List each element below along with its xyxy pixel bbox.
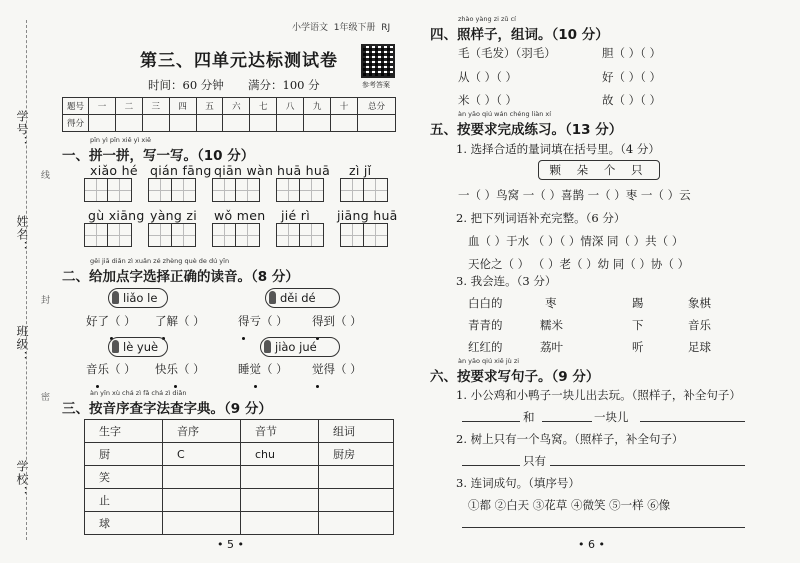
q2-item: 觉得（ ）: [312, 362, 362, 376]
answer-line[interactable]: [550, 465, 745, 466]
answer-cell[interactable]: [319, 489, 394, 512]
emphasis-dot: [242, 337, 245, 340]
match-verb[interactable]: 踢: [632, 296, 644, 310]
q5-line2b: 天伦之（ ） （ ）老（ ）幼 同（ ）协（ ）: [468, 257, 690, 271]
write-grid[interactable]: [212, 223, 260, 247]
q4-item: 故（ ）（ ）: [602, 93, 662, 107]
table-cell: 笑: [85, 466, 163, 489]
q1-py-9: jié rì: [281, 208, 311, 223]
table-cell: 总分: [358, 98, 396, 115]
q6-sub1: 1. 小公鸡和小鸭子一块儿出去玩。（照样子，补全句子）: [456, 388, 741, 402]
bell-icon: [112, 291, 119, 304]
q1-heading: 一、拼一拼，写一写。（10 分）: [62, 148, 255, 164]
match-mid[interactable]: 荔叶: [540, 340, 563, 354]
table-header: 音序: [163, 420, 241, 443]
score-input-cell[interactable]: [196, 115, 223, 132]
page-title: 第三、四单元达标测试卷: [140, 51, 338, 71]
emphasis-dot: [316, 385, 319, 388]
q6-heading: 六、按要求写句子。（9 分）: [430, 369, 600, 385]
q2-item: 快乐（ ）: [155, 362, 205, 376]
page-number-right: • 6 •: [578, 538, 605, 551]
score-input-cell[interactable]: [331, 115, 358, 132]
score-input-cell[interactable]: [250, 115, 277, 132]
match-left[interactable]: 白白的: [468, 296, 503, 310]
binding-sidebar: [0, 0, 50, 563]
q1-py-4: huā huā: [277, 163, 331, 178]
q3-pinyin: àn yīn xù chá zì fǎ chá zì diǎn: [90, 389, 187, 397]
marker-secret: 密: [39, 392, 49, 401]
q2-item: 好了（ ）: [86, 314, 136, 328]
emphasis-dot: [96, 385, 99, 388]
q4-item: 米（ ）（ ）: [458, 93, 518, 107]
marker-seal: 封: [39, 295, 49, 304]
score-table-score-row: [63, 115, 396, 132]
answer-cell[interactable]: [241, 512, 319, 535]
table-row: [85, 489, 394, 512]
match-obj[interactable]: 音乐: [688, 318, 711, 332]
subject-meta: 小学语文 1年级下册 RJ: [292, 23, 391, 33]
q4-item: 好（ ）（ ）: [602, 70, 662, 84]
answer-line[interactable]: [462, 527, 745, 528]
score-input-cell[interactable]: [223, 115, 250, 132]
q1-py-3: qiān wàn: [214, 163, 274, 178]
write-grid[interactable]: [148, 178, 196, 202]
dictionary-table: [84, 419, 394, 535]
write-grid[interactable]: [84, 178, 132, 202]
time-info: 时间：60 分钟: [148, 78, 224, 92]
answer-line[interactable]: [462, 421, 520, 422]
match-left[interactable]: 红红的: [468, 340, 503, 354]
write-grid[interactable]: [212, 178, 260, 202]
answer-cell[interactable]: [319, 466, 394, 489]
score-input-cell[interactable]: [277, 115, 304, 132]
q5-heading: 五、按要求完成练习。（13 分）: [430, 122, 623, 138]
match-obj[interactable]: 足球: [688, 340, 711, 354]
q5-pinyin: àn yāo qiú wán chéng liàn xí: [458, 110, 552, 118]
q1-py-2: qián fāng: [150, 163, 212, 178]
marker-line: 线: [39, 170, 49, 179]
write-grid[interactable]: [276, 223, 324, 247]
table-cell: 八: [277, 98, 304, 115]
measure-word-banner: 颗 朵 个 只: [538, 160, 660, 180]
q2-item: 音乐（ ）: [86, 362, 136, 376]
table-cell: 九: [304, 98, 331, 115]
reading-option: děi dé: [265, 288, 340, 308]
match-obj[interactable]: 象棋: [688, 296, 711, 310]
student-id-label: 学号：: [15, 110, 29, 149]
q5-line1: 一（ ）鸟窝 一（ ）喜鹊 一（ ）枣 一（ ）云: [458, 188, 691, 202]
table-cell: 四: [169, 98, 196, 115]
table-cell: 厨: [85, 443, 163, 466]
score-input-cell[interactable]: [142, 115, 169, 132]
table-cell: 厨房: [319, 443, 394, 466]
score-input-cell[interactable]: [89, 115, 116, 132]
cut-line: [26, 20, 27, 540]
reading-option: liǎo le: [108, 288, 168, 308]
school-label: 学校：: [15, 460, 29, 499]
table-cell: 止: [85, 489, 163, 512]
table-cell: 七: [250, 98, 277, 115]
answer-cell[interactable]: [163, 466, 241, 489]
table-header-row: [85, 420, 394, 443]
match-verb[interactable]: 下: [632, 318, 644, 332]
score-input-cell[interactable]: [169, 115, 196, 132]
page-number-left: • 5 •: [217, 538, 244, 551]
q1-py-10: jiāng huā: [337, 208, 398, 223]
match-verb[interactable]: 听: [632, 340, 644, 354]
q2-item: 得亏（ ）: [238, 314, 288, 328]
q6-pinyin: àn yāo qiú xiě jù zi: [458, 357, 520, 365]
table-header: 组词: [319, 420, 394, 443]
q4-pinyin: zhào yàng zi zǔ cí: [458, 15, 516, 23]
table-cell: 十: [331, 98, 358, 115]
q2-item: 了解（ ）: [155, 314, 205, 328]
q4-item: 从（ ）（ ）: [458, 70, 518, 84]
table-cell: 五: [196, 98, 223, 115]
write-grid[interactable]: [340, 178, 388, 202]
write-grid[interactable]: [84, 223, 132, 247]
answer-line[interactable]: [542, 421, 592, 422]
score-input-cell[interactable]: [358, 115, 396, 132]
bell-icon: [112, 340, 119, 353]
q1-py-5: zì jǐ: [349, 163, 372, 178]
table-row: [85, 443, 394, 466]
table-cell: 球: [85, 512, 163, 535]
table-cell: 一: [89, 98, 116, 115]
table-cell: 得分: [63, 115, 89, 132]
q2-pinyin: gěi jiā diǎn zì xuǎn zé zhèng què de dú yīn: [90, 257, 230, 265]
table-cell: 三: [142, 98, 169, 115]
q3-heading: 三、按音序查字法查字典。（9 分）: [62, 401, 272, 417]
q2-heading: 二、给加点字选择正确的读音。（8 分）: [62, 269, 299, 285]
bell-icon: [264, 340, 271, 353]
emphasis-dot: [174, 385, 177, 388]
score-input-cell[interactable]: [304, 115, 331, 132]
answer-cell[interactable]: [319, 512, 394, 535]
qr-code-icon[interactable]: [361, 44, 395, 78]
q5-sub2: 2. 把下列词语补充完整。（6 分）: [456, 211, 626, 225]
write-grid[interactable]: [340, 223, 388, 247]
write-grid[interactable]: [276, 178, 324, 202]
name-label: 姓名：: [15, 215, 29, 254]
answer-cell[interactable]: [241, 466, 319, 489]
qr-caption: 参考答案: [362, 81, 390, 89]
q6-fill1a: 和: [523, 410, 535, 424]
q6-fill1b: 一块儿: [594, 410, 629, 424]
emphasis-dot: [254, 385, 257, 388]
table-cell: 题号: [63, 98, 89, 115]
q1-py-7: yàng zi: [150, 208, 198, 223]
reading-option: lè yuè: [108, 337, 168, 357]
q4-item: 胆（ ）（ ）: [602, 46, 662, 60]
score-table-header-row: [63, 98, 396, 115]
table-cell: C: [163, 443, 241, 466]
answer-cell[interactable]: [241, 489, 319, 512]
match-mid[interactable]: 糯米: [540, 318, 563, 332]
q1-pinyin: pīn yì pīn xiě yì xiě: [90, 136, 152, 144]
q5-sub1: 1. 选择合适的量词填在括号里。（4 分）: [456, 142, 660, 156]
table-row: [85, 512, 394, 535]
q1-py-8: wǒ men: [214, 208, 266, 223]
answer-line[interactable]: [640, 421, 745, 422]
q4-heading: 四、照样子，组词。（10 分）: [430, 27, 609, 43]
table-cell: 六: [223, 98, 250, 115]
table-cell: 二: [115, 98, 142, 115]
answer-cell[interactable]: [163, 489, 241, 512]
q6-sub3: 3. 连词成句。（填序号）: [456, 476, 580, 490]
answer-cell[interactable]: [163, 512, 241, 535]
match-left[interactable]: 青青的: [468, 318, 503, 332]
q1-py-1: xiǎo hé: [90, 163, 138, 178]
q4-item: 毛（毛发）（羽毛）: [458, 46, 556, 60]
write-grid[interactable]: [148, 223, 196, 247]
q5-line2a: 血（ ）于水 （ ）（ ）情深 同（ ）共（ ）: [468, 234, 684, 248]
q1-py-6: gù xiāng: [88, 208, 145, 223]
answer-line[interactable]: [462, 465, 520, 466]
q5-sub3: 3. 我会连。（3 分）: [456, 274, 557, 288]
q6-fill2: 只有: [523, 454, 546, 468]
table-cell: chu: [241, 443, 319, 466]
q2-item: 睡觉（ ）: [238, 362, 288, 376]
score-info: 满分：100 分: [248, 78, 320, 92]
q6-words: ①都 ②白天 ③花草 ④微笑 ⑤一样 ⑥像: [468, 498, 671, 512]
score-input-cell[interactable]: [115, 115, 142, 132]
class-label: 班级：: [15, 325, 29, 364]
match-mid[interactable]: 枣: [545, 296, 557, 310]
table-row: [85, 466, 394, 489]
reading-option: jiào jué: [260, 337, 340, 357]
table-header: 音节: [241, 420, 319, 443]
table-header: 生字: [85, 420, 163, 443]
q6-sub2: 2. 树上只有一个鸟窝。（照样子，补全句子）: [456, 432, 684, 446]
score-table: [62, 97, 396, 132]
q2-item: 得到（ ）: [312, 314, 362, 328]
bell-icon: [269, 291, 276, 304]
